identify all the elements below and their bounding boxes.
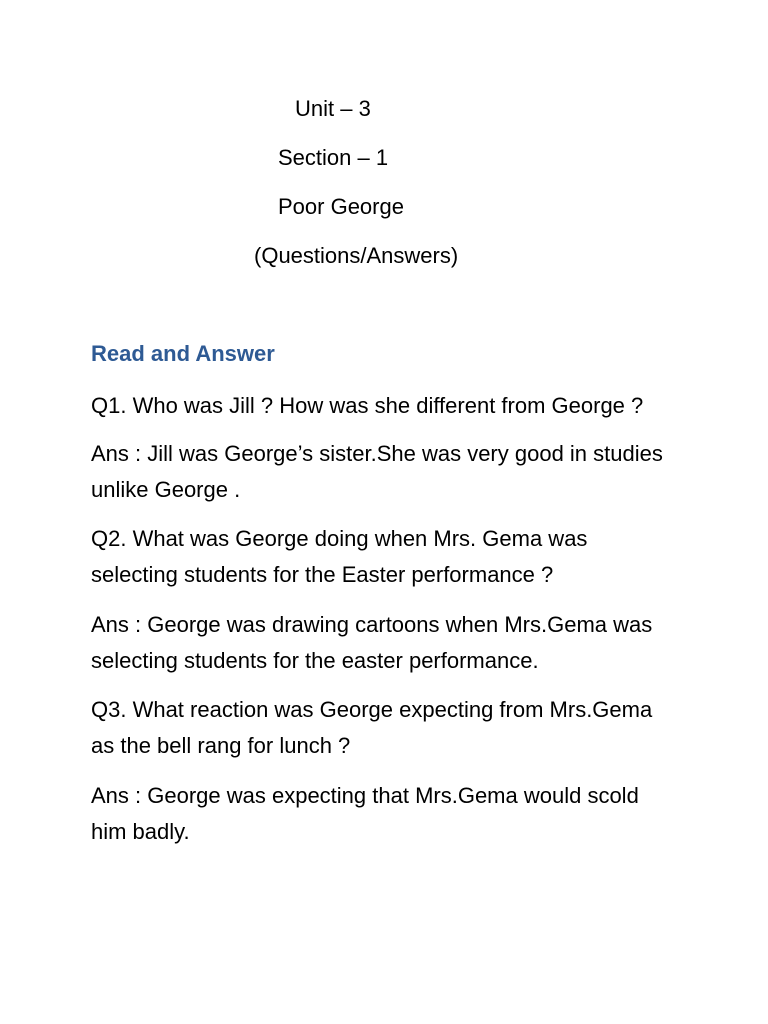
- answer-1-line-1: Ans : Jill was George’s sister.She was very good in studies: [91, 441, 663, 466]
- answer-3: [91, 778, 691, 850]
- chapter-title: Poor George: [278, 194, 404, 219]
- answer-2-line-1: Ans : George was drawing cartoons when Mrs.Gema was: [91, 612, 653, 637]
- answer-2: [91, 607, 691, 679]
- question-3: [91, 692, 691, 764]
- question-1: [91, 388, 691, 424]
- document-type: (Questions/Answers): [254, 243, 459, 268]
- question-3-line-2: as the bell rang for lunch ?: [91, 733, 351, 758]
- answer-3-line-1: Ans : George was expecting that Mrs.Gema would scold: [91, 783, 639, 808]
- section-heading: Section – 1: [278, 145, 389, 170]
- section-title: Read and Answer: [91, 341, 275, 366]
- answer-1-line-2: unlike George .: [91, 477, 241, 502]
- answer-1: [91, 436, 691, 508]
- unit-heading: Unit – 3: [295, 96, 371, 121]
- question-2-line-2: selecting students for the Easter performance ?: [91, 562, 554, 587]
- answer-2-line-2: selecting students for the easter performance.: [91, 648, 539, 673]
- answer-3-line-2: him badly.: [91, 819, 190, 844]
- question-1-line-1: Q1. Who was Jill ? How was she different from George ?: [91, 393, 644, 418]
- question-2: [91, 521, 691, 593]
- question-3-line-1: Q3. What reaction was George expecting from Mrs.Gema: [91, 697, 653, 722]
- question-2-line-1: Q2. What was George doing when Mrs. Gema was: [91, 526, 588, 551]
